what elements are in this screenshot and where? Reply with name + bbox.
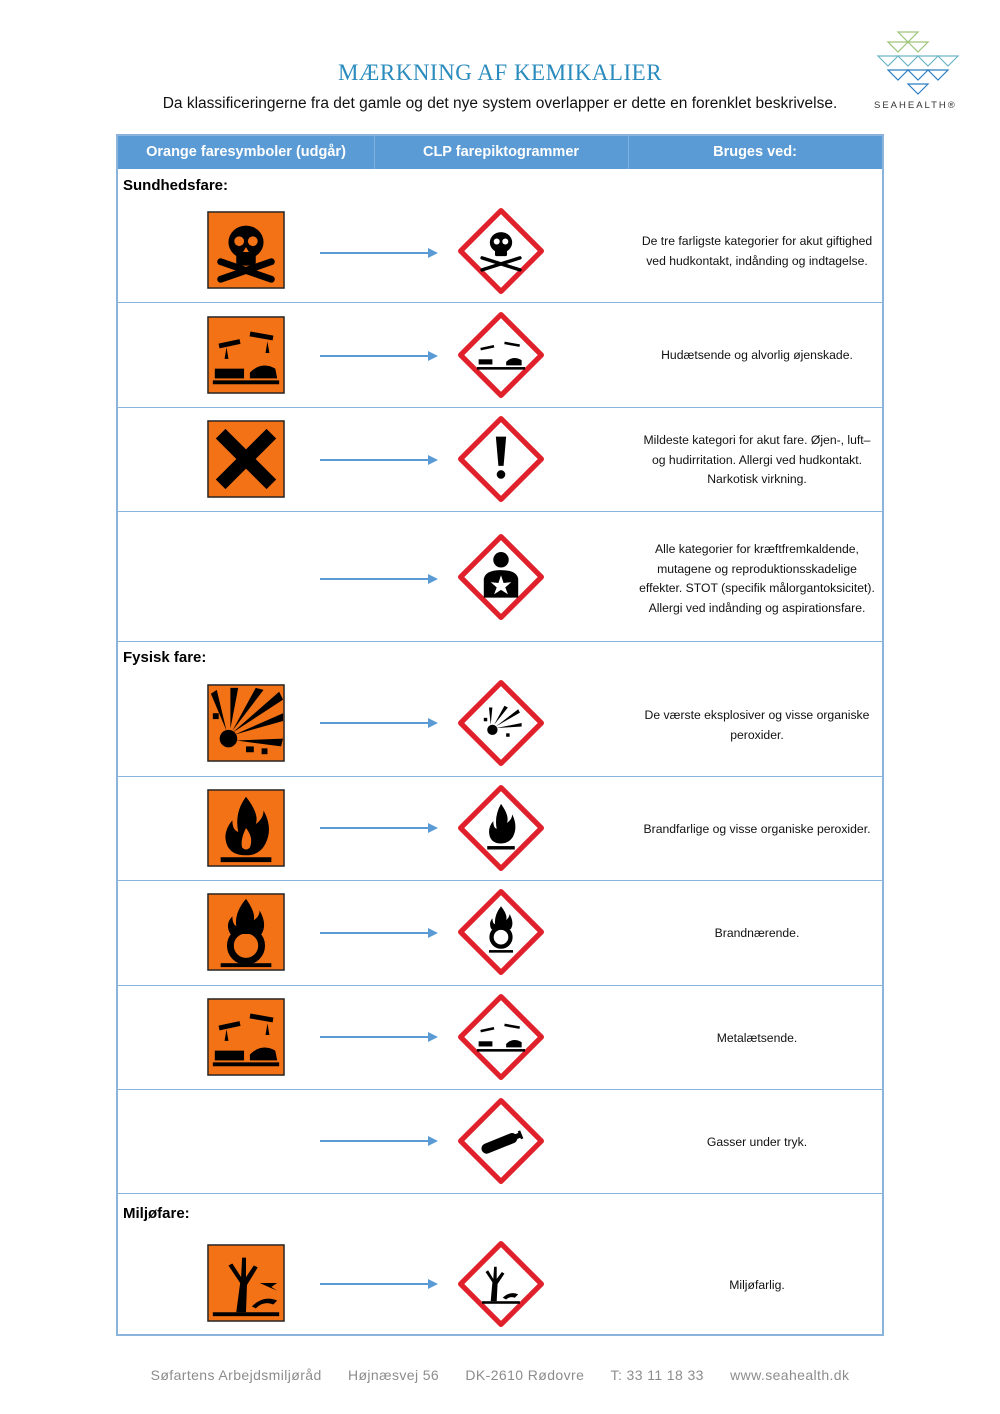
explosion-icon bbox=[207, 684, 285, 762]
flame-icon bbox=[207, 789, 285, 867]
row-description: Mildeste kategori for akut fare. Øjen-, luft– og hudirritation. Allergi ved hudkontakt. Narkotisk virkning. bbox=[643, 433, 871, 486]
footer-phone: T: 33 11 18 33 bbox=[610, 1367, 704, 1383]
page-subtitle: Da klassificeringerne fra det gamle og det nye system overlapper er dette en forenklet beskrivelse. bbox=[162, 95, 838, 112]
row-description: Brandnærende. bbox=[714, 926, 800, 940]
footer bbox=[0, 1367, 1000, 1383]
section-physical-hazard: Fysisk fare: bbox=[123, 649, 207, 666]
row-description: Metalætsende. bbox=[716, 1031, 798, 1045]
x-cross-icon bbox=[207, 420, 285, 498]
ghs-skull-crossbones-icon bbox=[458, 208, 544, 294]
hazard-table bbox=[116, 134, 884, 1336]
environment-icon bbox=[207, 1244, 285, 1322]
page-title: MÆRKNING AF KEMIKALIER bbox=[337, 60, 663, 85]
ghs-exclamation-icon bbox=[458, 416, 544, 502]
row-description: Brandfarlige og visse organiske peroxider. bbox=[643, 822, 871, 836]
ghs-environment-icon bbox=[458, 1241, 544, 1327]
arrow-icon bbox=[320, 927, 438, 939]
logo-text: SEAHEALTH® bbox=[874, 100, 957, 111]
row-description: Hudætsende og alvorlig øjenskade. bbox=[661, 348, 853, 362]
ghs-flame-icon bbox=[458, 785, 544, 871]
section-environment-hazard: Miljøfare: bbox=[123, 1205, 190, 1222]
arrow-icon bbox=[320, 454, 438, 466]
row-description: De værste eksplosiver og visse organiske peroxider. bbox=[644, 708, 870, 742]
arrow-icon bbox=[320, 247, 438, 259]
ghs-corrosion-icon bbox=[458, 994, 544, 1080]
footer-address: Højnæsvej 56 bbox=[347, 1367, 440, 1383]
row-description: De tre farligste kategorier for akut giftighed ved hudkontakt, indånding og indtagelse. bbox=[641, 234, 873, 268]
arrow-icon bbox=[320, 1031, 438, 1043]
corrosion-icon bbox=[207, 998, 285, 1076]
arrow-icon bbox=[320, 717, 438, 729]
flame-over-circle-icon bbox=[207, 893, 285, 971]
header-old-symbols: Orange faresymboler (udgår) bbox=[146, 144, 346, 160]
ghs-gas-cylinder-icon bbox=[458, 1098, 544, 1184]
row-description: Miljøfarlig. bbox=[729, 1278, 785, 1292]
footer-org: Søfartens Arbejdsmiljøråd bbox=[150, 1367, 322, 1383]
corrosion-icon bbox=[207, 316, 285, 394]
arrow-icon bbox=[320, 350, 438, 362]
arrow-icon bbox=[320, 1135, 438, 1147]
ghs-corrosion-icon bbox=[458, 312, 544, 398]
arrow-icon bbox=[320, 822, 438, 834]
ghs-exploding-bomb-icon bbox=[458, 680, 544, 766]
header-used-for: Bruges ved: bbox=[713, 144, 797, 160]
skull-crossbones-icon bbox=[207, 211, 285, 289]
section-health-hazard: Sundhedsfare: bbox=[123, 177, 229, 194]
ghs-health-hazard-icon bbox=[458, 534, 544, 620]
footer-web[interactable]: www.seahealth.dk bbox=[730, 1367, 850, 1383]
row-description: Gasser under tryk. bbox=[706, 1135, 808, 1149]
ghs-flame-over-circle-icon bbox=[458, 889, 544, 975]
header-clp: CLP farepiktogrammer bbox=[422, 144, 580, 160]
row-description: Alle kategorier for kræftfremkaldende, mutagene og reproduktionsskadelige effekter. STOT (specifik målorgantoksicitet). Allergi ved indånding og aspirationsfare. bbox=[639, 542, 875, 615]
footer-city: DK-2610 Rødovre bbox=[465, 1367, 585, 1383]
arrow-icon bbox=[320, 573, 438, 585]
arrow-icon bbox=[320, 1278, 438, 1290]
table-header bbox=[118, 136, 882, 169]
